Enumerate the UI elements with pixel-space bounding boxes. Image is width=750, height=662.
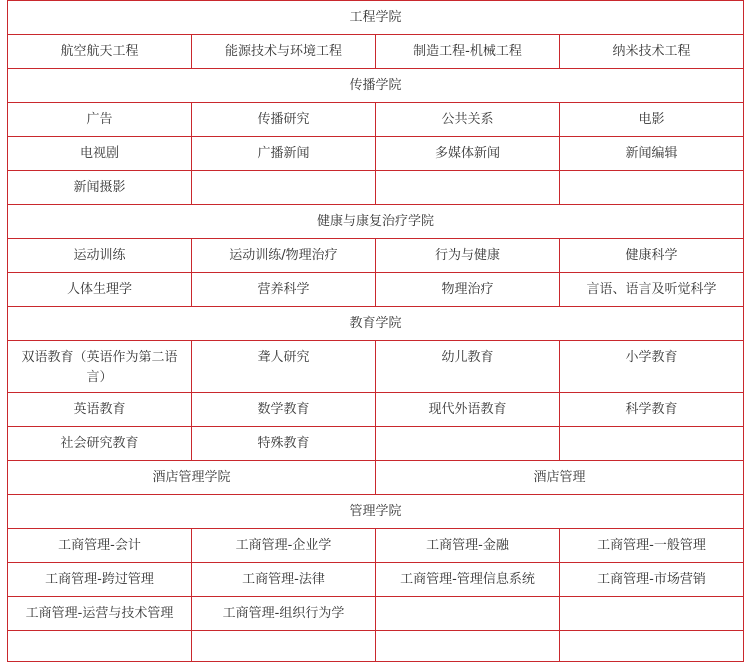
table-row: [8, 103, 744, 137]
program-cell: 科学教育: [560, 393, 744, 427]
table-row: [8, 273, 744, 307]
program-cell: 营养科学: [192, 273, 376, 307]
program-cell: 新闻编辑: [560, 137, 744, 171]
table-row: [8, 427, 744, 461]
program-cell: 广播新闻: [192, 137, 376, 171]
program-cell: 社会研究教育: [8, 427, 192, 461]
table-row: [8, 239, 744, 273]
program-cell: 工商管理-组织行为学: [192, 597, 376, 631]
program-cell: 人体生理学: [8, 273, 192, 307]
school-name-education: 教育学院: [8, 307, 744, 341]
school-header-row: [8, 1, 744, 35]
school-name-engineering: 工程学院: [8, 1, 744, 35]
program-cell: 健康科学: [560, 239, 744, 273]
table-row: [8, 171, 744, 205]
table-row: [8, 393, 744, 427]
program-cell: 工商管理-管理信息系统: [376, 563, 560, 597]
program-cell: 制造工程-机械工程: [376, 35, 560, 69]
program-cell: 电视剧: [8, 137, 192, 171]
table-row: [8, 35, 744, 69]
school-header-row: [8, 495, 744, 529]
empty-cell: [192, 171, 376, 205]
program-cell: 聋人研究: [192, 341, 376, 393]
program-cell: 工商管理-运营与技术管理: [8, 597, 192, 631]
empty-cell: [376, 171, 560, 205]
empty-cell: [560, 631, 744, 662]
program-cell: 英语教育: [8, 393, 192, 427]
school-name-communication: 传播学院: [8, 69, 744, 103]
table-row: [8, 529, 744, 563]
program-cell: 多媒体新闻: [376, 137, 560, 171]
program-cell: 能源技术与环境工程: [192, 35, 376, 69]
program-cell: 新闻摄影: [8, 171, 192, 205]
program-cell: 物理治疗: [376, 273, 560, 307]
program-cell: 言语、语言及听觉科学: [560, 273, 744, 307]
empty-cell: [560, 597, 744, 631]
program-cell: 行为与健康: [376, 239, 560, 273]
empty-cell: [376, 597, 560, 631]
empty-cell: [560, 171, 744, 205]
program-cell: 双语教育（英语作为第二语言）: [8, 341, 192, 393]
school-header-row: [8, 205, 744, 239]
school-header-row: [8, 307, 744, 341]
school-name-health: 健康与康复治疗学院: [8, 205, 744, 239]
table-row: [8, 631, 744, 662]
program-cell: 运动训练/物理治疗: [192, 239, 376, 273]
program-cell: 电影: [560, 103, 744, 137]
program-cell: 工商管理-会计: [8, 529, 192, 563]
programs-table: [7, 0, 744, 662]
table-row: [8, 563, 744, 597]
empty-cell: [192, 631, 376, 662]
program-cell: 幼儿教育: [376, 341, 560, 393]
program-cell: 公共关系: [376, 103, 560, 137]
program-cell: 工商管理-企业学: [192, 529, 376, 563]
empty-cell: [376, 427, 560, 461]
program-cell: 工商管理-跨过管理: [8, 563, 192, 597]
school-name-hospitality: 酒店管理学院: [8, 461, 376, 495]
program-cell: 小学教育: [560, 341, 744, 393]
table-row: [8, 461, 744, 495]
empty-cell: [8, 631, 192, 662]
program-cell: 数学教育: [192, 393, 376, 427]
program-cell: 工商管理-法律: [192, 563, 376, 597]
program-cell: 广告: [8, 103, 192, 137]
program-cell: 工商管理-一般管理: [560, 529, 744, 563]
table-row: [8, 341, 744, 393]
program-cell: 纳米技术工程: [560, 35, 744, 69]
program-cell: 工商管理-市场营销: [560, 563, 744, 597]
program-cell: 运动训练: [8, 239, 192, 273]
empty-cell: [376, 631, 560, 662]
program-cell: 现代外语教育: [376, 393, 560, 427]
table-row: [8, 597, 744, 631]
program-cell: 航空航天工程: [8, 35, 192, 69]
program-cell: 工商管理-金融: [376, 529, 560, 563]
empty-cell: [560, 427, 744, 461]
school-header-row: [8, 69, 744, 103]
program-cell: 特殊教育: [192, 427, 376, 461]
table-row: [8, 137, 744, 171]
school-name-management: 管理学院: [8, 495, 744, 529]
program-cell: 传播研究: [192, 103, 376, 137]
program-cell: 酒店管理: [376, 461, 744, 495]
